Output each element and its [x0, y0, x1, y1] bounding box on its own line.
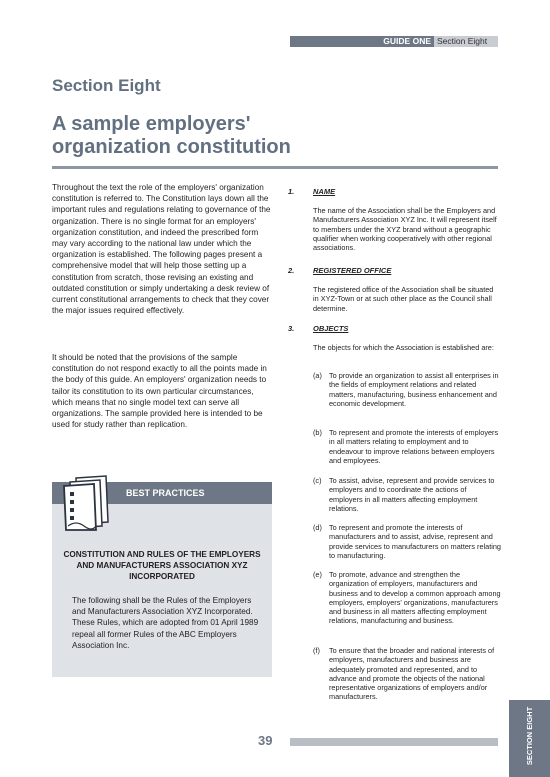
- rules-paragraph: The following shall be the Rules of the Employers and Manufacturers Association XYZ Incorporated. These Rules, which are adopted from 01 April 1989 repeal all former Rules of the ABC Employers Association Inc.: [72, 596, 259, 650]
- item-letter: (e): [313, 570, 322, 579]
- title-rule: [52, 166, 498, 169]
- header-guide-label: GUIDE ONE: [383, 36, 431, 46]
- section-title: Section Eight: [52, 76, 161, 95]
- item-letter: (f): [313, 646, 320, 655]
- object-item: To assist, advise, represent and provide services to employers and to coordinate the actions of employers in all matters affecting employment relations.: [329, 476, 495, 513]
- clause-number: 3.: [288, 324, 295, 333]
- side-tab-label: SECTION EIGHT: [525, 706, 534, 766]
- object-item: To ensure that the broader and national interests of employers, manufacturers and business are adequately promoted and represented, and to advance and promote the objects of the national representative organizations of employers and/or manufacturers.: [329, 646, 495, 702]
- object-item: To represent and promote the interests of manufacturers and to assist, advise, represent and provide services to manufacturers on matters relating to manufacturing.: [329, 523, 501, 560]
- clause-heading-objects: OBJECTS: [313, 324, 349, 333]
- clause-text-name: The name of the Association shall be the Employers and Manufacturers Association XYZ Inc. It will represent itself to members under the XYZ brand without a geographic qualifier when working cooperatively with other regional associations.: [313, 206, 497, 253]
- documents-icon: [62, 472, 114, 532]
- item-letter: (a): [313, 371, 322, 380]
- item-letter: (c): [313, 476, 322, 485]
- intro-paragraph: Throughout the text the role of the employers' organization constitution is referred to. The Constitution lays down all the important rules and regulations relating to governance of the organization. There is no single format for an employers' organization constitution, and indeed the prescribed form may vary according to the national law under which the organization is established. The following pages present a comprehensive model that will help those setting up a constitution from scratch, those revising an existing and outdated constitution or simply undertaking a desk review of current constitutional arrangements to check that they cover the major issues required effectively.: [52, 183, 271, 316]
- clause-text-registered-office: The registered office of the Association shall be situated in XYZ-Town or at such other place as the Council shall determine.: [313, 285, 494, 313]
- object-item: To provide an organization to assist all enterprises in the fields of employment relations and related matters, manufacturing, business enhancement and economic development.: [329, 371, 499, 408]
- object-item: To represent and promote the interests of employers in all matters relating to employment and to endeavour to improve relations between employers and employees.: [329, 428, 499, 465]
- header-section-label: Section Eight: [437, 36, 488, 46]
- page-number: 39: [258, 733, 273, 748]
- clause-number: 1.: [288, 187, 295, 196]
- note-paragraph: It should be noted that the provisions of the sample constitution do not respond exactly to all the points made in the body of this guide. An employers' organization needs to tailor its constitution to its own particular circumstances, which means that no single model text can serve all organizations. The sample provided here is intended to be used for study rather than replication.: [52, 353, 267, 430]
- footer-bar: [290, 738, 498, 746]
- object-item: To promote, advance and strengthen the organization of employers, manufacturers and business and to develop a common approach among employers, employers' organizations, manufacturers and business in all matters affecting employment relations, manufacturing and business.: [329, 570, 501, 626]
- clause-heading-registered-office: REGISTERED OFFICE: [313, 266, 392, 275]
- best-practices-label: BEST PRACTICES: [126, 488, 205, 498]
- page-title: A sample employers' organization constitution: [52, 113, 291, 158]
- clause-number: 2.: [288, 266, 295, 275]
- item-letter: (b): [313, 428, 322, 437]
- clause-text-objects: The objects for which the Association is established are:: [313, 343, 494, 352]
- clause-heading-name: NAME: [313, 187, 336, 196]
- constitution-heading: CONSTITUTION AND RULES OF THE EMPLOYERS AND MANUFACTURERS ASSOCIATION XYZ INCORPORATED: [63, 550, 261, 581]
- item-letter: (d): [313, 523, 322, 532]
